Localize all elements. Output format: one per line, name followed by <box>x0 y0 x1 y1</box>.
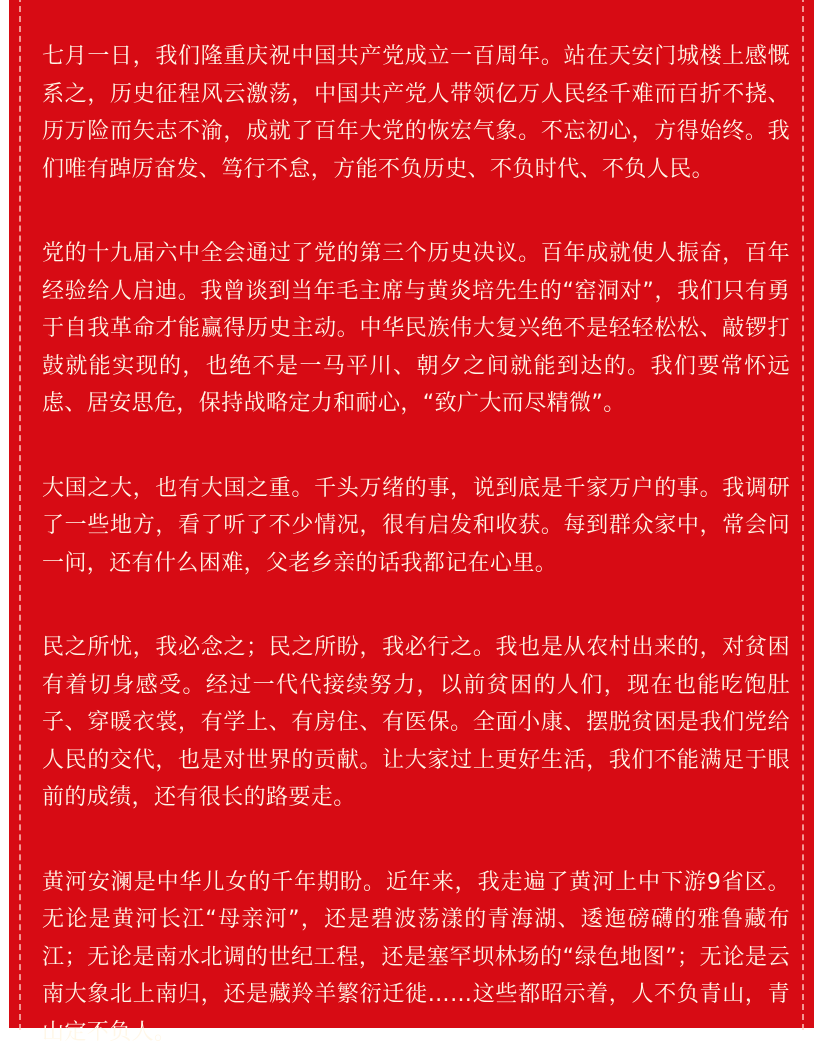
paragraph-historical-resolution: 党的十九届六中全会通过了党的第三个历史决议。百年成就使人振奋，百年经验给人启迪。我曾谈到当年毛主席与黄炎培先生的“窑洞对”，我们只有勇于自我革命才能赢得历史主动。中华民族伟大复兴绝不是轻轻松松、敲锣打鼓就能实现的，也绝不是一马平川、朝夕之间就能到达的。我们要常怀远虑、居安思危，保持战略定力和耐心，“致广大而尽精微”。 <box>42 235 790 423</box>
paragraph-people-concerns: 民之所忧，我必念之；民之所盼，我必行之。我也是从农村出来的，对贫困有着切身感受。经过一代代接续努力，以前贫困的人们，现在也能吃饱肚子、穿暖衣裳，有学上、有房住、有医保。全面小康、摆脱贫困是我们党给人民的交代，也是对世界的贡献。让大家过上更好生活，我们不能满足于眼前的成绩，还有很长的路要走。 <box>42 629 790 817</box>
paragraph-great-country: 大国之大，也有大国之重。千头万绪的事，说到底是千家万户的事。我调研了一些地方，看了听了不少情况，很有启发和收获。每到群众家中，常会问一问，还有什么困难，父老乡亲的话我都记在心里。 <box>42 470 790 583</box>
paragraph-centenary: 七月一日，我们隆重庆祝中国共产党成立一百周年。站在天安门城楼上感慨系之，历史征程风云激荡，中国共产党人带领亿万人民经千难而百折不挠、历万险而矢志不渝，成就了百年大党的恢宏气象。不忘初心，方得始终。我们唯有踔厉奋发、笃行不怠，方能不负历史、不负时代、不负人民。 <box>42 38 790 188</box>
red-article-panel <box>9 0 814 1028</box>
paragraph-yellow-river: 黄河安澜是中华儿女的千年期盼。近年来，我走遍了黄河上中下游9省区。无论是黄河长江“母亲河”，还是碧波荡漾的青海湖、逶迤磅礴的雅鲁藏布江；无论是南水北调的世纪工程，还是塞罕坝林场的“绿色地图”；无论是云南大象北上南归，还是藏羚羊繁衍迁徙……这些都昭示着，人不负青山，青山定不负人。 <box>42 864 790 1051</box>
article-body <box>42 38 790 1051</box>
